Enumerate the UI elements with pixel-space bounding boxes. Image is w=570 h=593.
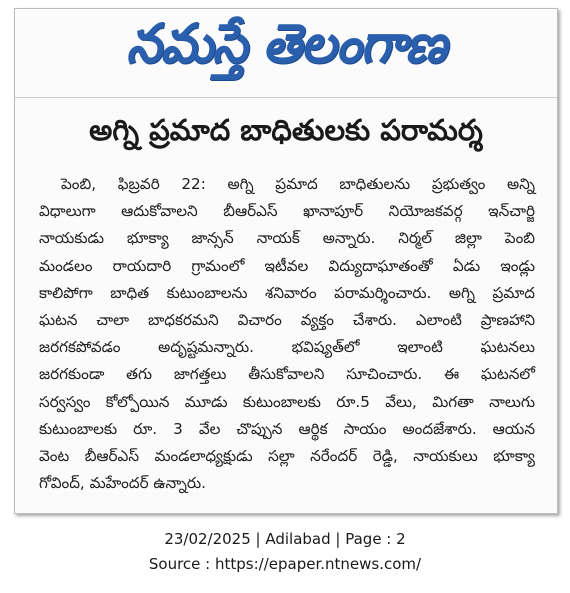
- article-line: వెంట బీఆర్ఎస్ మండలాధ్యక్షుడు సల్లా నరేందర్ రెడ్డి, నాయకులు భూక్యా: [39, 447, 535, 466]
- source-line: Source : https://epaper.ntnews.com/: [148, 555, 422, 573]
- date-edition-line: 23/02/2025 | Adilabad | Page : 2: [164, 530, 406, 548]
- article-line: కాలిపోగా బాధిత కుటుంబాలను శనివారం పరామర్శించారు. అగ్ని ప్రమాద: [39, 283, 535, 302]
- article-line: మండలం రాయదారి గ్రామంలో ఇటీవల విద్యుదాఘాతంతో ఏడు ఇండ్లు: [39, 256, 535, 275]
- masthead-logo-text: నమస్తే తెలంగాణ: [126, 11, 446, 75]
- masthead: [15, 11, 557, 89]
- article-line: జరగకుండా తగు జాగత్తలు తీసుకోవాలని సూచించారు. ఈ ఘటనలో: [39, 365, 535, 384]
- divider: [15, 97, 557, 98]
- article-line: గోవింద్, మహేందర్ ఉన్నారు.: [39, 474, 206, 493]
- article-line: కుటుంబాలకు రూ. 3 వేల చొప్పున ఆర్థిక సాయం అందజేశారు. ఆయన: [39, 419, 535, 438]
- article-body: [39, 171, 535, 497]
- article-line: పెంబి, ఫిబ్రవరి 22: అగ్ని ప్రమాద బాధితులను ప్రభుత్వం అన్ని: [61, 175, 535, 193]
- article-line: సర్వస్వం కోల్పోయిన మూడు కుటుంబాలకు రూ.5 వేలు, మిగతా నాలుగు: [39, 392, 535, 411]
- newspaper-clipping: [14, 8, 558, 514]
- article-line: జరగకపోవడం అదృష్టమన్నారు. భవిష్యత్‌లో ఇలాంటి ఘటనలు: [39, 338, 535, 357]
- article-line: నాయకుడు భూక్యా జాన్సన్ నాయక్ అన్నారు. నిర్మల్ జిల్లా పెంబి: [39, 229, 535, 248]
- article-line: విధాలుగా ఆదుకోవాలని బీఆర్ఎస్ ఖానాపూర్ నియోజకవర్గ ఇన్‌చార్జి: [39, 202, 535, 221]
- article-line: ఘటన చాలా బాధకరమని విచారం వ్యక్తం చేశారు. ఎలాంటి ప్రాణహాని: [39, 311, 535, 330]
- article-headline: అగ్ని ప్రమాద బాధితులకు పరామర్శ: [89, 113, 483, 147]
